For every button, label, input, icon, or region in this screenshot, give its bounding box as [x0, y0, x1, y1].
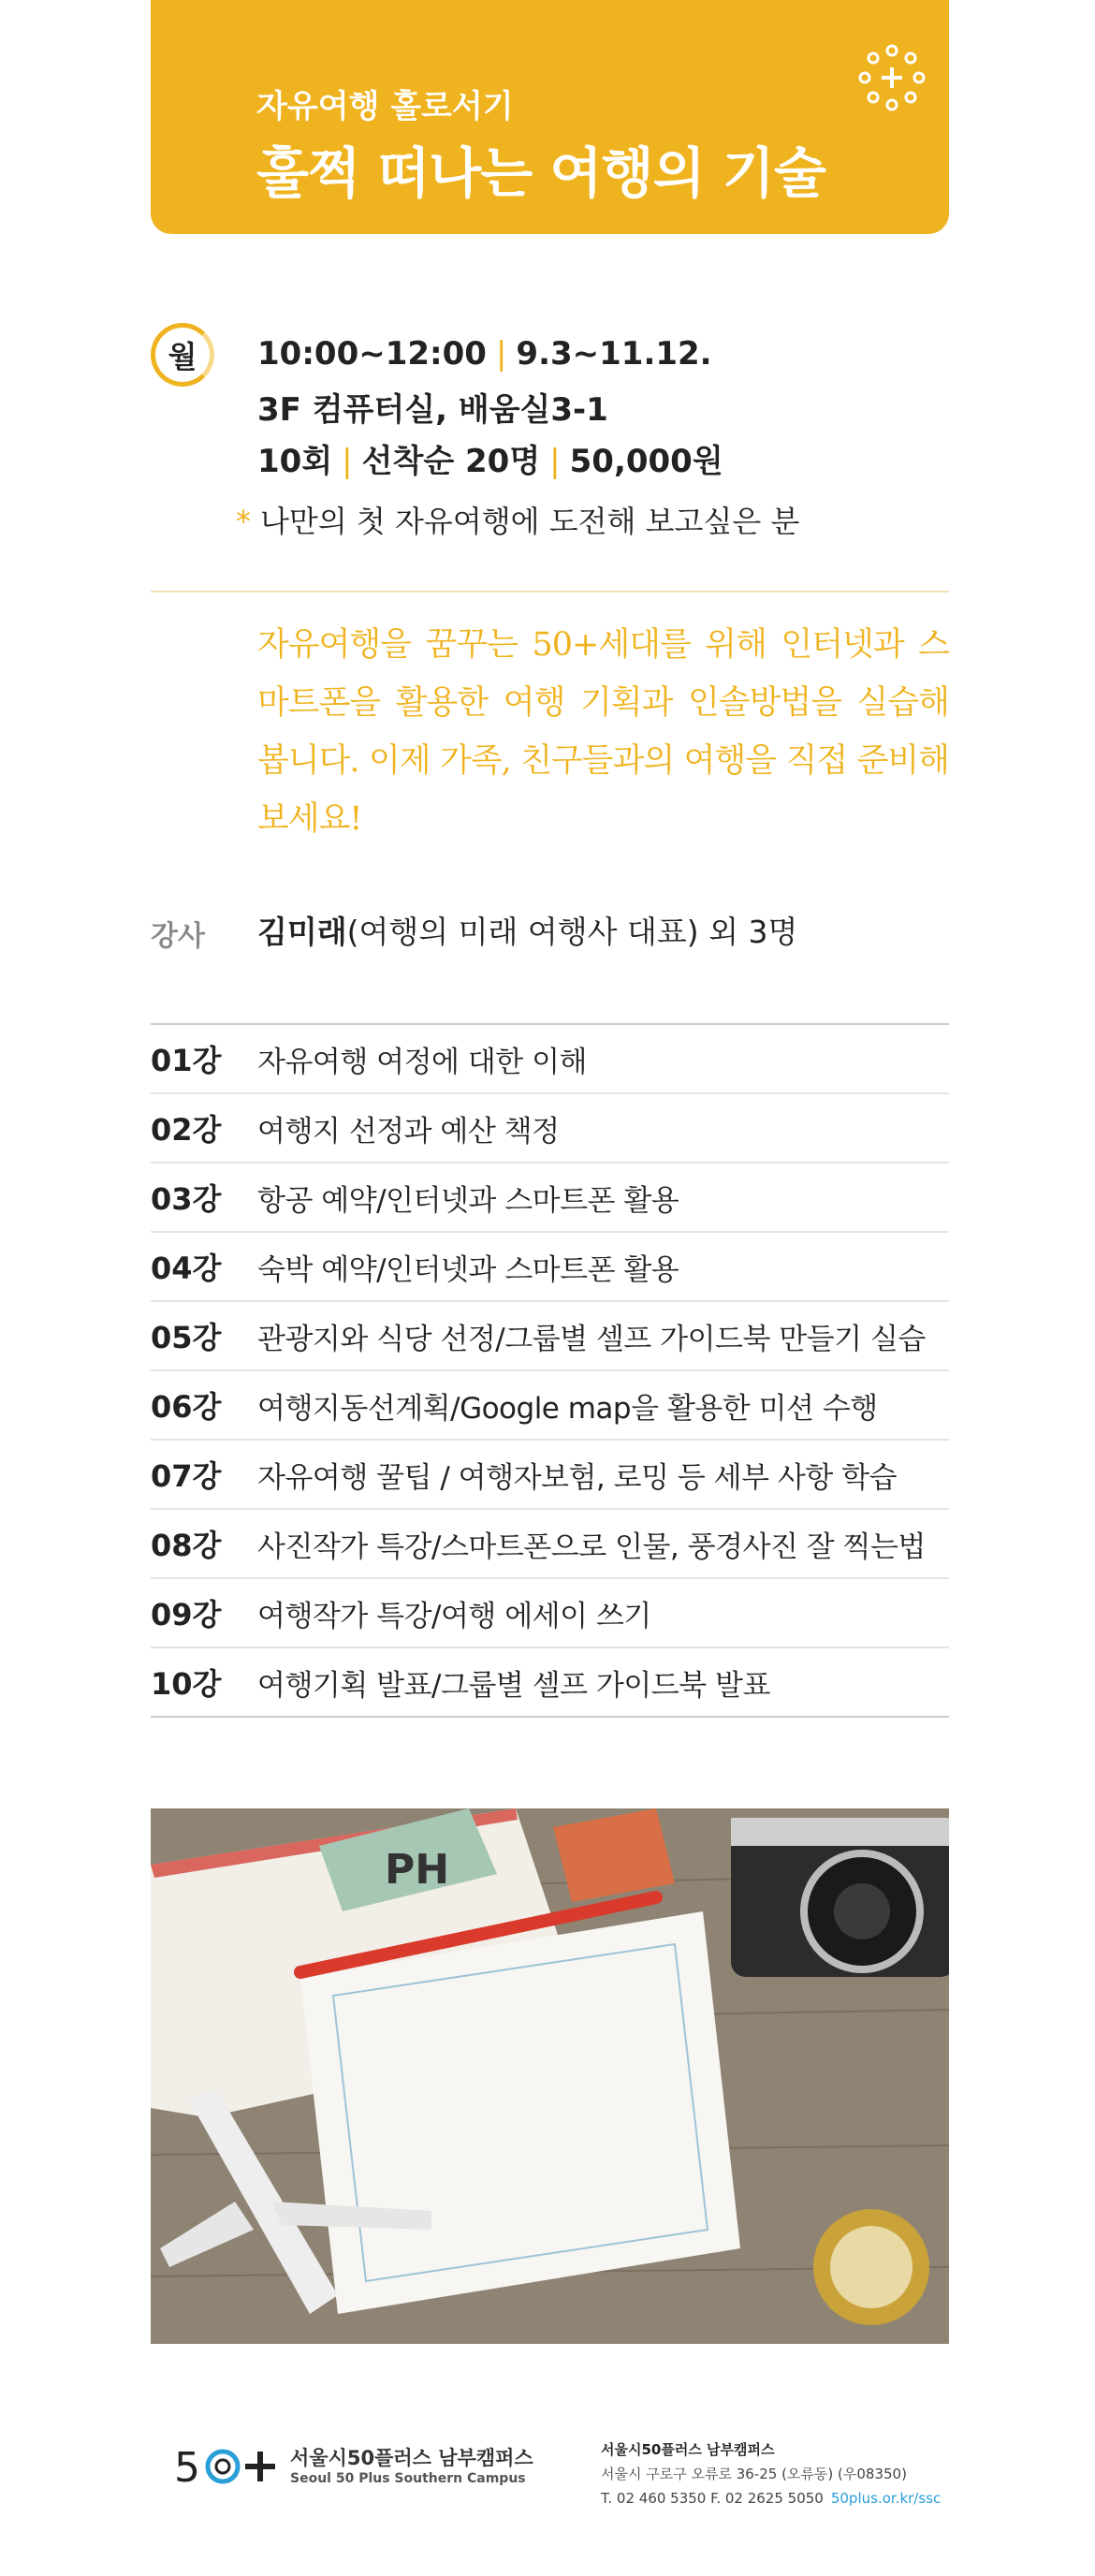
- phone-line: [601, 2486, 941, 2510]
- capacity: 선착순 20명: [361, 443, 541, 480]
- lesson-title: 여행지동선계획/Google map을 활용한 미션 수행: [257, 1391, 878, 1426]
- lesson-title: 관광지와 식당 선정/그룹별 셀프 가이드북 만들기 실습: [257, 1322, 926, 1356]
- lesson-number: 08강: [151, 1528, 222, 1563]
- divider: [151, 591, 949, 593]
- phone-fax: T. 02 460 5350 F. 02 2625 5050: [601, 2490, 824, 2507]
- class-time: 10:00~12:00: [257, 335, 487, 373]
- lesson-number: 09강: [151, 1597, 222, 1632]
- lesson-title: 자유여행 꿀팁 / 여행자보험, 로밍 등 세부 사항 학습: [257, 1460, 898, 1495]
- separator: |: [495, 335, 507, 373]
- asterisk-marker: *: [236, 504, 251, 539]
- lesson-number: 03강: [151, 1181, 222, 1217]
- plus-dots-icon: [857, 43, 927, 112]
- class-location: 3F 컴퓨터실, 배움실3-1: [257, 391, 608, 429]
- separator: |: [549, 443, 561, 480]
- lesson-number: 04강: [151, 1251, 222, 1286]
- lesson-number: 06강: [151, 1389, 222, 1425]
- lesson-number: 05강: [151, 1320, 222, 1355]
- lesson-row: [151, 1441, 949, 1510]
- session-count: 10회: [257, 443, 333, 480]
- day-badge: 월: [151, 323, 214, 387]
- class-period: 9.3~11.12.: [516, 335, 712, 373]
- lesson-row: [151, 1579, 949, 1648]
- lesson-row: [151, 1233, 949, 1302]
- svg-text:PH: PH: [385, 1846, 450, 1894]
- enrollment-line: [257, 435, 723, 481]
- lesson-title: 여행작가 특강/여행 에세이 쓰기: [257, 1599, 651, 1633]
- campus-name: 서울시50플러스 남부캠퍼스: [290, 2447, 533, 2469]
- compass-icon: [813, 2209, 929, 2325]
- target-text: 나만의 첫 자유여행에 도전해 보고싶은 분: [260, 504, 800, 539]
- lesson-row: [151, 1164, 949, 1233]
- lesson-title: 자유여행 여정에 대한 이해: [257, 1045, 587, 1079]
- address: 서울시 구로구 오류로 36-25 (오류동) (우08350): [601, 2466, 907, 2482]
- banner-title: 훌쩍 떠나는 여행의 기술: [256, 141, 825, 205]
- lesson-title: 숙박 예약/인터넷과 스마트폰 활용: [257, 1252, 679, 1287]
- lesson-row: [151, 1648, 949, 1718]
- separator: |: [342, 443, 353, 480]
- lesson-number: 07강: [151, 1458, 222, 1494]
- lesson-number: 01강: [151, 1043, 222, 1078]
- lesson-number: 10강: [151, 1666, 222, 1702]
- lecturer-detail: (여행의 미래 여행사 대표) 외 3명: [346, 914, 798, 950]
- travel-photo: [151, 1808, 949, 2344]
- lesson-list: [151, 1023, 949, 1718]
- lesson-row: [151, 1510, 949, 1579]
- website-link[interactable]: 50plus.or.kr/ssc: [830, 2490, 942, 2507]
- lesson-row: [151, 1371, 949, 1441]
- lesson-row: [151, 1302, 949, 1371]
- target-audience: [236, 498, 799, 541]
- contact-title: 서울시50플러스 남부캠퍼스: [601, 2441, 775, 2458]
- lesson-row: [151, 1025, 949, 1094]
- lesson-title: 사진작가 특강/스마트폰으로 인물, 풍경사진 잘 찍는법: [257, 1530, 926, 1564]
- camera-icon: [731, 1818, 949, 1977]
- lesson-title: 여행기획 발표/그룹별 셀프 가이드북 발표: [257, 1668, 770, 1703]
- campus-name-en: Seoul 50 Plus Southern Campus: [290, 2471, 526, 2486]
- banner-subtitle: 자유여행 홀로서기: [256, 88, 514, 125]
- svg-text:5: 5: [174, 2444, 200, 2491]
- contact-info: [601, 2437, 941, 2510]
- 50plus-logo: [174, 2438, 286, 2491]
- lecturer-info: [257, 908, 797, 952]
- lesson-title: 항공 예약/인터넷과 스마트폰 활용: [257, 1183, 679, 1218]
- lecturer-label: 강사: [151, 920, 205, 953]
- lesson-row: [151, 1094, 949, 1164]
- fee: 50,000원: [569, 443, 723, 480]
- lesson-number: 02강: [151, 1112, 222, 1148]
- course-intro: 자유여행을 꿈꾸는 50+세대를 위해 인터넷과 스마트폰을 활용한 여행 기획과 인솔방법을 실습해봅니다. 이제 가족, 친구들과의 여행을 직접 준비해보세요!: [257, 626, 949, 838]
- lesson-title: 여행지 선정과 예산 책정: [257, 1114, 560, 1149]
- header-banner: [151, 0, 949, 234]
- time-line: [257, 335, 712, 373]
- lecturer-name: 김미래: [257, 914, 347, 950]
- map-paper-icon: [300, 1911, 740, 2314]
